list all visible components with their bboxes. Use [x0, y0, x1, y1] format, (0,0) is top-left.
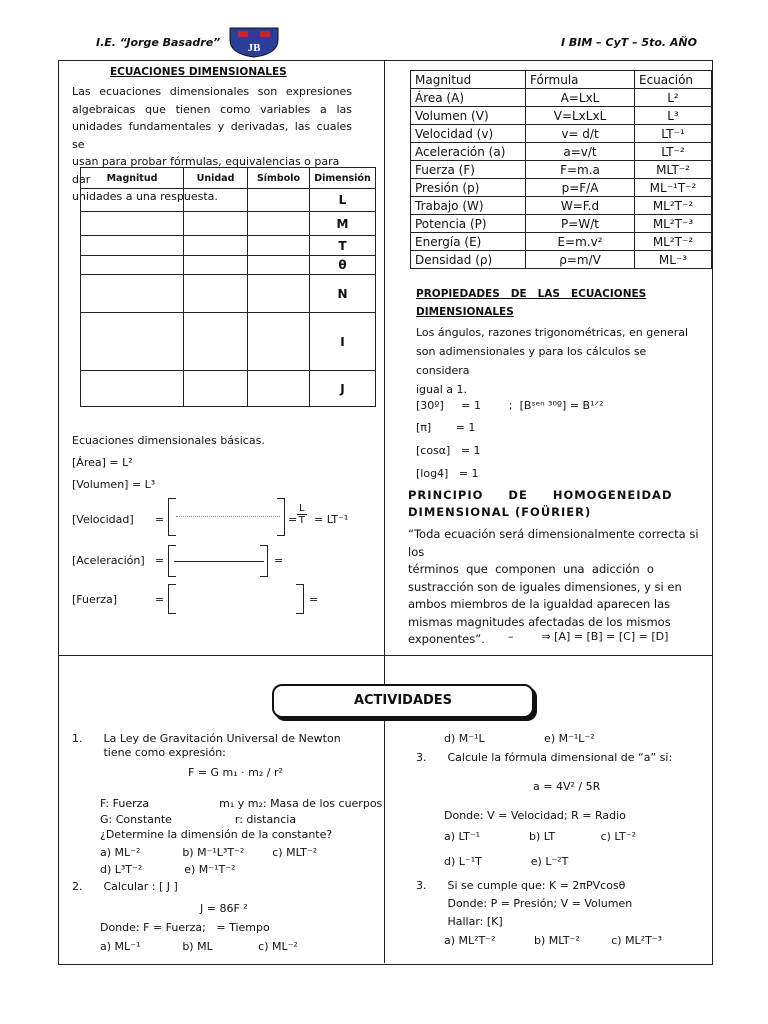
- dimension-cell: I: [310, 313, 376, 371]
- divider: [58, 655, 712, 656]
- table-row: Volumen (V) V=LxLxL L³: [411, 107, 712, 125]
- table-row: Área (A) A=LxL L²: [411, 89, 712, 107]
- table-row: Aceleración (a) a=v/t LT⁻²: [411, 143, 712, 161]
- properties-text: Los ángulos, razones trigonométricas, en general son adimensionales y para los cálculos se considera igual a 1.: [416, 326, 689, 396]
- formula: F = G m₁ · m₂ / r²: [188, 766, 283, 779]
- blank-line: [176, 516, 280, 517]
- table-row: Fuerza (F) F=m.a MLT⁻²: [411, 161, 712, 179]
- question-text: G: Constante r: distancia: [100, 813, 297, 826]
- property-line: [30º] = 1 ; [Bˢᵉⁿ ³⁰º] = B¹ᐟ²: [416, 399, 604, 412]
- question-text: ¿Determine la dimensión de la constante?: [100, 828, 333, 841]
- question-text: 3. Calcule la fórmula dimensional de “a” si:: [416, 751, 673, 764]
- dimension-cell: θ: [310, 256, 376, 275]
- table-row: Potencia (P) P=W/t ML²T⁻³: [411, 215, 712, 233]
- property-line: [log4] = 1: [416, 467, 479, 480]
- table-row: Velocidad (v) v= d/t LT⁻¹: [411, 125, 712, 143]
- dimension-cell: M: [310, 212, 376, 236]
- bracket-left: [168, 584, 176, 614]
- col-magnitud: Magnitud: [81, 168, 184, 189]
- dimension-cell: N: [310, 275, 376, 313]
- activities-title: ACTIVIDADES: [272, 684, 534, 718]
- section-title: ECUACIONES DIMENSIONALES: [110, 66, 287, 78]
- dimension-cell: L: [310, 189, 376, 212]
- dimension-table: [80, 167, 376, 407]
- answer-options: d) L⁻¹T e) L⁻²T: [444, 855, 569, 868]
- equals: =: [288, 513, 298, 526]
- question-text: F: Fuerza m₁ y m₂: Masa de los cuerpos: [100, 797, 383, 810]
- intro-paragraph: Las ecuaciones dimensionales son expresiones algebraicas que tienen como variables a las unidades fundamentales y derivadas, las cuales se usan para probar fórmulas, equivalencias o para dar unidades a una respuesta.: [72, 85, 352, 203]
- table-row: Trabajo (W) W=F.d ML²T⁻²: [411, 197, 712, 215]
- question-text: Donde: P = Presión; V = Volumen: [416, 897, 633, 910]
- question-text: 1. La Ley de Gravitación Universal de Newton: [72, 732, 341, 745]
- course-label: I BIM – CyT – 5to. AÑO: [561, 36, 697, 49]
- fuerza-label: [Fuerza]: [72, 593, 118, 606]
- table-row: Energía (E) E=m.v² ML²T⁻²: [411, 233, 712, 251]
- principle-title-2: DIMENSIONAL (FOÜRIER): [408, 505, 592, 519]
- answer-options: a) LT⁻¹ b) LT c) LT⁻²: [444, 830, 636, 843]
- area-eq: [Área] = L²: [72, 456, 133, 469]
- equals: =: [155, 554, 165, 567]
- formula: J = 86F ²: [200, 902, 248, 915]
- principle-title: PRINCIPIO DE HOMOGENEIDAD: [408, 488, 673, 502]
- bracket-right: [296, 584, 304, 614]
- question-text: tiene como expresión:: [72, 746, 226, 759]
- question-text: Donde: F = Fuerza; = Tiempo: [100, 921, 270, 934]
- answer-options: d) L³T⁻² e) M⁻¹T⁻²: [100, 863, 236, 876]
- velocidad-label: [Velocidad]: [72, 513, 134, 526]
- answer-options: d) M⁻¹L e) M⁻¹L⁻²: [444, 732, 595, 745]
- formula-table: Magnitud Fórmula Ecuación Área (A) A=LxL L² Volumen (V) V=LxLxL L³ Velocidad (v) v= d/t LT⁻¹ Aceleración (a) a=v/t LT⁻² Fuerza (F) F=m.a MLT⁻² Presión (p) p=F/A ML⁻¹T⁻² Trabajo (W) W=F.d ML²T⁻² Potencia (P) P=W/t ML²T⁻³ Energía (E) E=m.v² ML²T⁻² Densidad (ρ) ρ=m/V ML⁻³: [410, 70, 712, 269]
- column-divider: [384, 60, 385, 963]
- fraction-bar: [174, 561, 264, 562]
- question-text: 3. Si se cumple que: K = 2πPVcosθ: [416, 879, 626, 892]
- principle-equation: – ⇒ [A] = [B] = [C] = [D]: [508, 630, 669, 643]
- dimension-cell: J: [310, 371, 376, 407]
- answer-options: a) ML⁻² b) M⁻¹L³T⁻² c) MLT⁻²: [100, 846, 318, 859]
- aceleracion-label: [Aceleración]: [72, 554, 145, 567]
- bracket-right: [260, 545, 268, 577]
- properties-title-2: DIMENSIONALES: [416, 306, 514, 318]
- svg-text:JB: JB: [247, 42, 261, 54]
- basic-title: Ecuaciones dimensionales básicas.: [72, 434, 265, 447]
- formula: a = 4V² / 5R: [533, 780, 601, 793]
- property-line: [π] = 1: [416, 421, 476, 434]
- equals: =: [309, 593, 319, 606]
- question-text: Donde: V = Velocidad; R = Radio: [444, 809, 626, 822]
- school-logo: [228, 24, 280, 58]
- table-row: Densidad (ρ) ρ=m/V ML⁻³: [411, 251, 712, 269]
- table-row: Presión (p) p=F/A ML⁻¹T⁻²: [411, 179, 712, 197]
- question-text: Hallar: [K]: [416, 915, 503, 928]
- principle-text: “Toda ecuación será dimensionalmente correcta si los términos que componen una adicción o sustracción son de iguales dimensiones, y si en ambos miembros de la igualdad aparecen las mismas magnitudes afectadas de los mismos exponentes”.: [408, 527, 699, 646]
- properties-title: PROPIEDADES DE LAS ECUACIONES: [416, 288, 647, 300]
- volumen-eq: [Volumen] = L³: [72, 478, 156, 491]
- velocidad-result: = LT⁻¹: [314, 513, 349, 526]
- question-text: 2. Calcular : [ J ]: [72, 880, 178, 893]
- bracket-right: [277, 498, 285, 536]
- equals: =: [155, 513, 165, 526]
- school-name: I.E. “Jorge Basadre”: [96, 36, 221, 49]
- property-line: [cosα] = 1: [416, 444, 481, 457]
- equals: =: [274, 554, 284, 567]
- col-unidad: Unidad: [184, 168, 248, 189]
- answer-options: a) ML⁻¹ b) ML c) ML⁻²: [100, 940, 298, 953]
- bracket-left: [168, 498, 176, 536]
- equals: =: [155, 593, 165, 606]
- dimension-cell: T: [310, 236, 376, 256]
- col-simbolo: Símbolo: [248, 168, 310, 189]
- answer-options: a) ML²T⁻² b) MLT⁻² c) ML²T⁻³: [444, 934, 663, 947]
- col-dimension: Dimensión: [310, 168, 376, 189]
- velocidad-fraction: $\frac{L}{T}$: [298, 503, 305, 526]
